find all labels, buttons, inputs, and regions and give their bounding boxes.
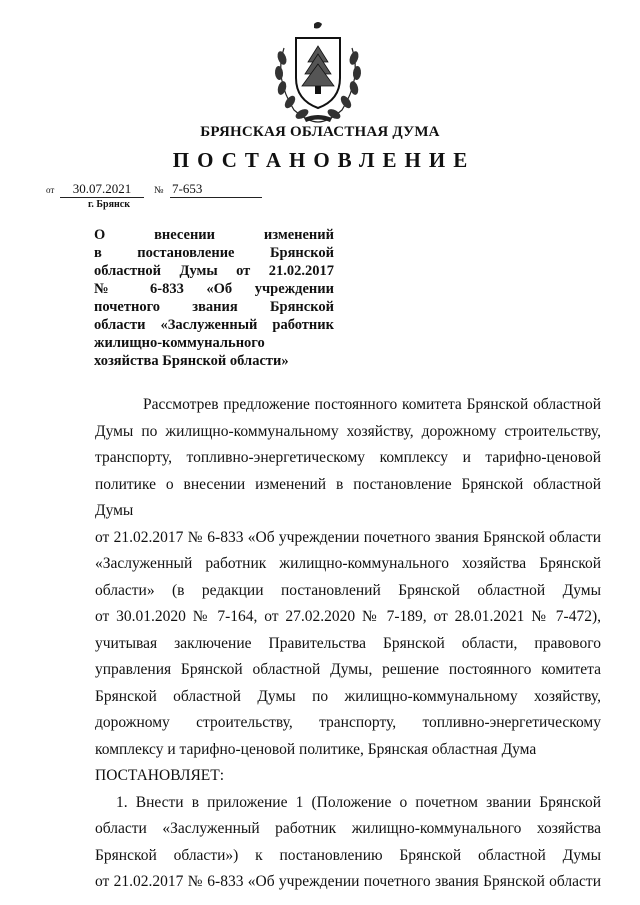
subject-line: хозяйства Брянской области» <box>94 353 289 369</box>
document-type: ПОСТАНОВЛЕНИЕ <box>172 148 476 172</box>
item-1-line: от 21.02.2017 № 6-833 «Об учреждении почетного звания Брянской области <box>95 873 601 890</box>
preamble-line: Рассмотрев предложение постоянного комитета Брянской областной <box>143 396 601 413</box>
preamble-line: транспорту, топливно-энергетическому комплексу и тарифно-ценовой <box>95 449 601 466</box>
document-subject <box>94 226 334 370</box>
subject-line: областной Думы от 21.02.2017 <box>94 263 334 279</box>
subject-line: почетного звания Брянской <box>94 299 334 315</box>
item-1-line: Брянской области») к постановлению Брянской областной Думы <box>95 846 601 864</box>
preamble-line: «Заслуженный работник жилищно-коммунального хозяйства Брянской <box>95 555 601 572</box>
document-number: 7-653 <box>170 181 262 198</box>
preamble-line: от 30.01.2020 № 7-164, от 27.02.2020 № 7-189, от 28.01.2021 № 7-472), <box>95 608 601 625</box>
preamble-line: комплексу и тарифно-ценовой политике, Брянская областная Дума <box>95 740 537 758</box>
item-1-line: 1. Внести в приложение 1 (Положение о почетном звании Брянской <box>116 793 601 811</box>
organization-name: БРЯНСКАЯ ОБЛАСТНАЯ ДУМА <box>200 124 440 140</box>
resolves-heading: ПОСТАНОВЛЯЕТ: <box>95 767 225 784</box>
preamble-line: Брянской областной Думы по жилищно-коммунальному хозяйству, <box>95 687 601 705</box>
document-date: 30.07.2021 <box>60 181 144 198</box>
subject-line: в постановление Брянской <box>94 245 334 261</box>
preamble-line: учитывая заключение Правительства Брянской области, правового <box>95 634 601 652</box>
subject-line: области «Заслуженный работник <box>94 317 334 333</box>
number-prefix: № <box>154 185 164 196</box>
preamble-line: политике о внесении изменений в постановление Брянской областной Думы <box>95 475 601 519</box>
preamble-line: управления Брянской областной Думы, решение постоянного комитета <box>95 661 601 678</box>
subject-line: жилищно-коммунального <box>94 335 265 351</box>
subject-line: № 6-833 «Об учреждении <box>94 281 334 297</box>
preamble-line: области» (в редакции постановлений Брянской областной Думы <box>95 581 601 599</box>
item-1-line: области «Заслуженный работник жилищно-коммунального хозяйства <box>95 820 601 837</box>
document-body <box>95 392 601 896</box>
preamble-line: Думы по жилищно-коммунальному хозяйству, дорожному строительству, <box>95 422 601 440</box>
preamble-line: дорожному строительству, транспорту, топливно-энергетическому <box>95 714 601 731</box>
preamble-line: от 21.02.2017 № 6-833 «Об учреждении почетного звания Брянской области <box>95 528 601 546</box>
city: г. Брянск <box>88 199 130 210</box>
subject-line: О внесении изменений <box>94 227 334 243</box>
date-prefix: от <box>46 185 55 195</box>
bryansk-coat-of-arms-icon <box>264 18 372 126</box>
